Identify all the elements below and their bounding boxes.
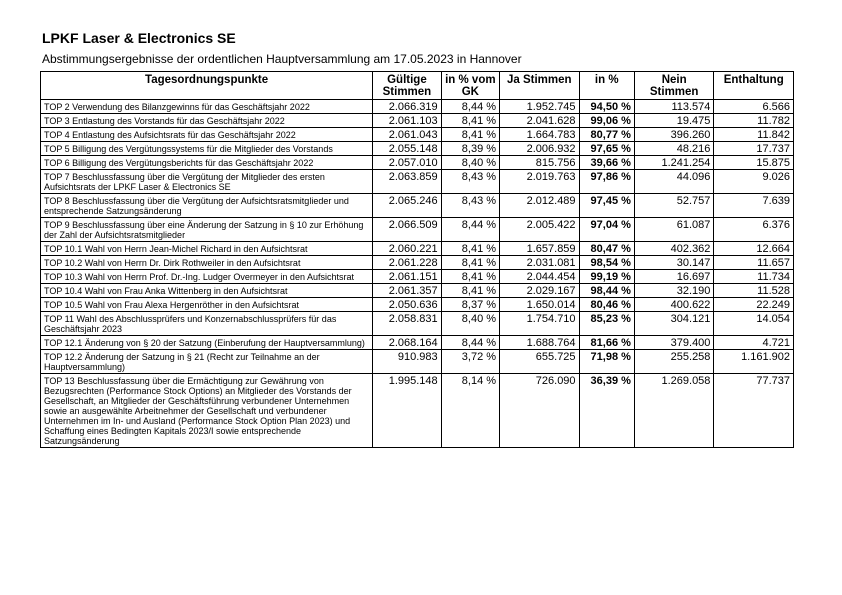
table-body bbox=[41, 100, 794, 448]
no-votes-cell: 44.096 bbox=[634, 170, 714, 194]
pct-capital-cell: 8,40 % bbox=[441, 156, 499, 170]
pct-yes-cell: 94,50 % bbox=[579, 100, 634, 114]
pct-yes-cell: 99,19 % bbox=[579, 270, 634, 284]
table-row bbox=[41, 336, 794, 350]
no-votes-cell: 52.757 bbox=[634, 194, 714, 218]
topic-cell: TOP 8 Beschlussfassung über die Vergütung der Aufsichtsratsmitglieder und entsprechende Satzungsänderung bbox=[41, 194, 373, 218]
valid-votes-cell: 2.061.103 bbox=[373, 114, 441, 128]
table-header bbox=[41, 72, 794, 100]
table-row bbox=[41, 100, 794, 114]
no-votes-cell: 379.400 bbox=[634, 336, 714, 350]
table-row bbox=[41, 270, 794, 284]
table-row bbox=[41, 114, 794, 128]
valid-votes-cell: 2.057.010 bbox=[373, 156, 441, 170]
abstentions-cell: 12.664 bbox=[714, 242, 794, 256]
valid-votes-cell: 2.065.246 bbox=[373, 194, 441, 218]
abstentions-cell: 15.875 bbox=[714, 156, 794, 170]
no-votes-cell: 32.190 bbox=[634, 284, 714, 298]
valid-votes-cell: 2.060.221 bbox=[373, 242, 441, 256]
header-row bbox=[41, 72, 794, 100]
table-row bbox=[41, 170, 794, 194]
topic-cell: TOP 12.2 Änderung der Satzung in § 21 (Recht zur Teilnahme an der Hauptversammlung) bbox=[41, 350, 373, 374]
pct-yes-cell: 80,46 % bbox=[579, 298, 634, 312]
no-votes-cell: 1.269.058 bbox=[634, 374, 714, 448]
pct-yes-cell: 81,66 % bbox=[579, 336, 634, 350]
yes-votes-cell: 1.952.745 bbox=[500, 100, 580, 114]
topic-cell: TOP 13 Beschlussfassung über die Ermächtigung zur Gewährung von Bezugsrechten (Performance Stock Options) an Mitglieder des Vorstands der Gesellschaft, an Mitglieder der Geschäftsführung verbundener Unternehmen sowie an ausgewählte Arbeitnehmer der Gesellschaft und verbundener Unternehmen im In- und Ausland (Performance Stock Option Plan 2023) und Schaffung eines Bedingten Kapitals 2023/I sowie entsprechende Satzungsänderung bbox=[41, 374, 373, 448]
abstentions-cell: 22.249 bbox=[714, 298, 794, 312]
topic-cell: TOP 11 Wahl des Abschlussprüfers und Konzernabschlussprüfers für das Geschäftsjahr 2023 bbox=[41, 312, 373, 336]
table-row bbox=[41, 298, 794, 312]
col-header-no-votes: Nein Stimmen bbox=[634, 72, 714, 100]
no-votes-cell: 1.241.254 bbox=[634, 156, 714, 170]
table-row bbox=[41, 374, 794, 448]
valid-votes-cell: 2.055.148 bbox=[373, 142, 441, 156]
pct-capital-cell: 8,43 % bbox=[441, 194, 499, 218]
pct-capital-cell: 8,40 % bbox=[441, 312, 499, 336]
yes-votes-cell: 1.664.783 bbox=[500, 128, 580, 142]
no-votes-cell: 61.087 bbox=[634, 218, 714, 242]
pct-capital-cell: 8,41 % bbox=[441, 284, 499, 298]
valid-votes-cell: 2.061.043 bbox=[373, 128, 441, 142]
pct-yes-cell: 97,04 % bbox=[579, 218, 634, 242]
pct-yes-cell: 97,45 % bbox=[579, 194, 634, 218]
pct-capital-cell: 8,41 % bbox=[441, 114, 499, 128]
table-row bbox=[41, 142, 794, 156]
abstentions-cell: 4.721 bbox=[714, 336, 794, 350]
pct-capital-cell: 8,41 % bbox=[441, 270, 499, 284]
topic-cell: TOP 7 Beschlussfassung über die Vergütung der Mitglieder des ersten Aufsichtsrats der LPKF Laser & Electronics SE bbox=[41, 170, 373, 194]
table-row bbox=[41, 350, 794, 374]
no-votes-cell: 304.121 bbox=[634, 312, 714, 336]
topic-cell: TOP 4 Entlastung des Aufsichtsrats für das Geschäftsjahr 2022 bbox=[41, 128, 373, 142]
abstentions-cell: 6.376 bbox=[714, 218, 794, 242]
no-votes-cell: 19.475 bbox=[634, 114, 714, 128]
table-row bbox=[41, 284, 794, 298]
col-header-pct-yes: in % bbox=[579, 72, 634, 100]
no-votes-cell: 255.258 bbox=[634, 350, 714, 374]
topic-cell: TOP 6 Billigung des Vergütungsberichts für das Geschäftsjahr 2022 bbox=[41, 156, 373, 170]
topic-cell: TOP 10.2 Wahl von Herrn Dr. Dirk Rothweiler in den Aufsichtsrat bbox=[41, 256, 373, 270]
abstentions-cell: 6.566 bbox=[714, 100, 794, 114]
pct-yes-cell: 97,65 % bbox=[579, 142, 634, 156]
valid-votes-cell: 1.995.148 bbox=[373, 374, 441, 448]
abstentions-cell: 9.026 bbox=[714, 170, 794, 194]
yes-votes-cell: 2.005.422 bbox=[500, 218, 580, 242]
yes-votes-cell: 655.725 bbox=[500, 350, 580, 374]
valid-votes-cell: 2.058.831 bbox=[373, 312, 441, 336]
abstentions-cell: 11.657 bbox=[714, 256, 794, 270]
no-votes-cell: 402.362 bbox=[634, 242, 714, 256]
table-row bbox=[41, 128, 794, 142]
no-votes-cell: 396.260 bbox=[634, 128, 714, 142]
topic-cell: TOP 3 Entlastung des Vorstands für das Geschäftsjahr 2022 bbox=[41, 114, 373, 128]
topic-cell: TOP 5 Billigung des Vergütungssystems für die Mitglieder des Vorstands bbox=[41, 142, 373, 156]
pct-yes-cell: 98,54 % bbox=[579, 256, 634, 270]
abstentions-cell: 17.737 bbox=[714, 142, 794, 156]
pct-capital-cell: 8,41 % bbox=[441, 242, 499, 256]
pct-capital-cell: 8,41 % bbox=[441, 256, 499, 270]
yes-votes-cell: 1.657.859 bbox=[500, 242, 580, 256]
abstentions-cell: 11.734 bbox=[714, 270, 794, 284]
pct-capital-cell: 3,72 % bbox=[441, 350, 499, 374]
yes-votes-cell: 2.044.454 bbox=[500, 270, 580, 284]
yes-votes-cell: 815.756 bbox=[500, 156, 580, 170]
no-votes-cell: 16.697 bbox=[634, 270, 714, 284]
abstentions-cell: 77.737 bbox=[714, 374, 794, 448]
pct-yes-cell: 85,23 % bbox=[579, 312, 634, 336]
no-votes-cell: 30.147 bbox=[634, 256, 714, 270]
valid-votes-cell: 2.068.164 bbox=[373, 336, 441, 350]
col-header-pct-capital: in % vom GK bbox=[441, 72, 499, 100]
topic-cell: TOP 10.1 Wahl von Herrn Jean-Michel Richard in den Aufsichtsrat bbox=[41, 242, 373, 256]
abstentions-cell: 7.639 bbox=[714, 194, 794, 218]
col-header-yes-votes: Ja Stimmen bbox=[500, 72, 580, 100]
pct-yes-cell: 98,44 % bbox=[579, 284, 634, 298]
yes-votes-cell: 726.090 bbox=[500, 374, 580, 448]
valid-votes-cell: 2.066.509 bbox=[373, 218, 441, 242]
col-header-abstentions: Enthaltung bbox=[714, 72, 794, 100]
topic-cell: TOP 2 Verwendung des Bilanzgewinns für das Geschäftsjahr 2022 bbox=[41, 100, 373, 114]
topic-cell: TOP 9 Beschlussfassung über eine Änderung der Satzung in § 10 zur Erhöhung der Zahl der Aufsichtsratsmitglieder bbox=[41, 218, 373, 242]
table-row bbox=[41, 312, 794, 336]
abstentions-cell: 14.054 bbox=[714, 312, 794, 336]
pct-capital-cell: 8,44 % bbox=[441, 100, 499, 114]
pct-yes-cell: 71,98 % bbox=[579, 350, 634, 374]
no-votes-cell: 48.216 bbox=[634, 142, 714, 156]
pct-capital-cell: 8,37 % bbox=[441, 298, 499, 312]
yes-votes-cell: 2.029.167 bbox=[500, 284, 580, 298]
yes-votes-cell: 2.012.489 bbox=[500, 194, 580, 218]
yes-votes-cell: 1.754.710 bbox=[500, 312, 580, 336]
abstentions-cell: 1.161.902 bbox=[714, 350, 794, 374]
table-row bbox=[41, 194, 794, 218]
pct-yes-cell: 36,39 % bbox=[579, 374, 634, 448]
valid-votes-cell: 2.061.357 bbox=[373, 284, 441, 298]
pct-yes-cell: 99,06 % bbox=[579, 114, 634, 128]
table-row bbox=[41, 218, 794, 242]
pct-capital-cell: 8,39 % bbox=[441, 142, 499, 156]
topic-cell: TOP 12.1 Änderung von § 20 der Satzung (Einberufung der Hauptversammlung) bbox=[41, 336, 373, 350]
yes-votes-cell: 1.688.764 bbox=[500, 336, 580, 350]
topic-cell: TOP 10.5 Wahl von Frau Alexa Hergenröther in den Aufsichtsrat bbox=[41, 298, 373, 312]
valid-votes-cell: 2.063.859 bbox=[373, 170, 441, 194]
topic-cell: TOP 10.4 Wahl von Frau Anka Wittenberg in den Aufsichtsrat bbox=[41, 284, 373, 298]
valid-votes-cell: 2.061.151 bbox=[373, 270, 441, 284]
valid-votes-cell: 2.061.228 bbox=[373, 256, 441, 270]
pct-capital-cell: 8,44 % bbox=[441, 336, 499, 350]
yes-votes-cell: 2.031.081 bbox=[500, 256, 580, 270]
yes-votes-cell: 2.006.932 bbox=[500, 142, 580, 156]
valid-votes-cell: 910.983 bbox=[373, 350, 441, 374]
yes-votes-cell: 1.650.014 bbox=[500, 298, 580, 312]
valid-votes-cell: 2.066.319 bbox=[373, 100, 441, 114]
document-subtitle: Abstimmungsergebnisse der ordentlichen Hauptversammlung am 17.05.2023 in Hannover bbox=[42, 52, 522, 66]
yes-votes-cell: 2.019.763 bbox=[500, 170, 580, 194]
col-header-valid-votes: Gültige Stimmen bbox=[373, 72, 441, 100]
table-row bbox=[41, 242, 794, 256]
table-row bbox=[41, 256, 794, 270]
pct-yes-cell: 80,47 % bbox=[579, 242, 634, 256]
pct-yes-cell: 97,86 % bbox=[579, 170, 634, 194]
topic-cell: TOP 10.3 Wahl von Herrn Prof. Dr.-Ing. Ludger Overmeyer in den Aufsichtsrat bbox=[41, 270, 373, 284]
pct-capital-cell: 8,44 % bbox=[441, 218, 499, 242]
abstentions-cell: 11.528 bbox=[714, 284, 794, 298]
abstentions-cell: 11.782 bbox=[714, 114, 794, 128]
no-votes-cell: 113.574 bbox=[634, 100, 714, 114]
document-title: LPKF Laser & Electronics SE bbox=[42, 30, 236, 46]
pct-yes-cell: 39,66 % bbox=[579, 156, 634, 170]
valid-votes-cell: 2.050.636 bbox=[373, 298, 441, 312]
pct-capital-cell: 8,41 % bbox=[441, 128, 499, 142]
pct-capital-cell: 8,14 % bbox=[441, 374, 499, 448]
no-votes-cell: 400.622 bbox=[634, 298, 714, 312]
table-row bbox=[41, 156, 794, 170]
pct-capital-cell: 8,43 % bbox=[441, 170, 499, 194]
voting-results-table bbox=[40, 71, 794, 448]
abstentions-cell: 11.842 bbox=[714, 128, 794, 142]
yes-votes-cell: 2.041.628 bbox=[500, 114, 580, 128]
pct-yes-cell: 80,77 % bbox=[579, 128, 634, 142]
col-header-topics: Tagesordnungspunkte bbox=[41, 72, 373, 100]
